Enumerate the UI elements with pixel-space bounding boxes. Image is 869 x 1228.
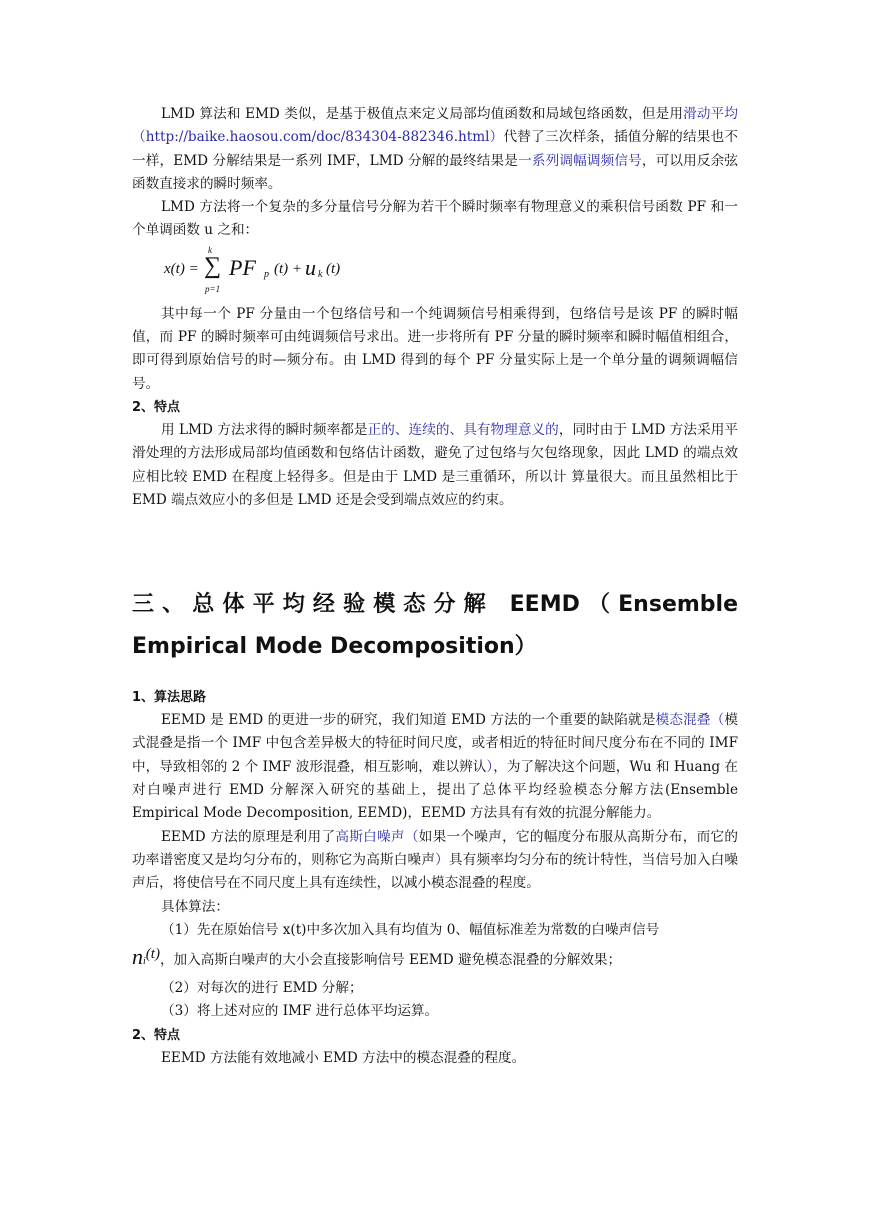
text: 代替了三次样条，插值分解的结果也不一样，EMD 分解结果是一系列 IMF，LMD 分解的最终结果是	[132, 129, 739, 169]
link-moving-average[interactable]: 滑动平均（http://baike.haosou.com/doc/834304-882346.html）	[132, 106, 739, 146]
lmd-paragraph-4	[132, 419, 738, 512]
link-mode-mixing[interactable]: 模态混叠（	[655, 712, 725, 729]
ni-symbol: n	[132, 944, 143, 970]
section-spacer	[132, 668, 738, 686]
eemd-features-heading: 2、特点	[132, 1027, 181, 1043]
text: 如果一个噪声，它的幅度分布服从高斯分布，而它的功率谱密度又是均匀分布的，则称它为高斯白噪声	[132, 828, 738, 868]
eemd-step-1-cont	[132, 942, 738, 977]
eemd-idea-heading: 1、算法思路	[132, 690, 207, 706]
lmd-paragraph-1	[132, 103, 738, 196]
lmd-features-heading: 2、特点	[132, 399, 181, 415]
text: 具有频率均匀分布的统计特性，当信号加入白噪声后，将使信号在不同尺度上具有连续性，以减小模态混叠的程度。	[132, 851, 739, 892]
document-page	[132, 103, 738, 1070]
eemd-step-3: （3）将上述对应的 IMF 进行总体平均运算。	[161, 1003, 439, 1020]
link-am-fm-signal[interactable]: 一系列调幅调频信号	[518, 152, 642, 169]
text: ，可以用反余弦函数直接求的瞬时频率。	[132, 152, 739, 192]
section-spacer	[132, 512, 738, 584]
formula-u: u	[305, 254, 316, 280]
link-gaussian-white-noise[interactable]: 高斯白噪声（	[335, 828, 419, 845]
text: EEMD 是 EMD 的更进一步的研究，我们知道 EMD 方法的一个重要的缺陷就是	[161, 712, 656, 729]
text: ，同时由于 LMD 方法采用平滑处理的方法形成局部均值函数和包络估计函数，避免了过包络与欠包络现象，因此 LMD 的端点效应相比较 EMD 在程度上轻得多。但是由于 LMD 是三重循环，所以计 算量很大。而且虽然相比于 EMD 端点效应小的多但是 LMD 还是会受到端点效应的约束。	[132, 421, 738, 508]
lmd-formula	[132, 244, 738, 297]
eemd-section-title: 三、总体平均经验模态分解 EEMD（Ensemble Empirical Mode Decomposition）	[132, 592, 738, 660]
text: ，加入高斯白噪声的大小会直接影响信号 EEMD 避免模态混叠的分解效果；	[159, 952, 622, 969]
eemd-step-2: （2）对每次的进行 EMD 分解；	[161, 980, 363, 997]
text: 用 LMD 方法求得的瞬时频率都是	[161, 421, 368, 438]
eemd-paragraph-4: EEMD 方法能有效地减小 EMD 方法中的模态混叠的程度。	[161, 1049, 526, 1066]
lmd-paragraph-2: LMD 方法将一个复杂的多分量信号分解为若干个瞬时频率有物理意义的乘积信号函数 PF 和一个单调函数 u 之和：	[132, 199, 738, 239]
formula-sum-lower: p=1	[205, 283, 221, 294]
formula-mid: (t) +	[274, 260, 303, 277]
formula-end: (t)	[326, 260, 341, 277]
ni-subscript: i	[143, 956, 146, 968]
eemd-paragraph-1	[132, 709, 738, 825]
link-physical-meaning[interactable]: 正的、连续的、具有物理意义的	[367, 421, 559, 438]
ni-argument: (t)	[145, 946, 160, 963]
formula-sum-upper: k	[208, 244, 212, 255]
text: 模式混叠是指一个 IMF 中包含差异极大的特征时间尺度，或者相近的特征时间尺度分布在不同的 IMF 中，导致相邻的 2 个 IMF 波形混叠，相互影响，难以辨认	[132, 712, 739, 775]
text: ，为了解决这个问题，Wu 和 Huang 在对白噪声进行 EMD 分解深入研究的基础上，提出了总体平均经验模态分解方法(Ensemble Empirical Mode Decomposition, EEMD)，EEMD 方法具有有效的抗混分解能力。	[132, 758, 739, 822]
eemd-paragraph-2	[132, 826, 738, 896]
text: EEMD 方法的原理是利用了	[161, 828, 336, 845]
formula-lhs: x(t) =	[164, 260, 199, 277]
text: LMD 算法和 EMD 类似，是基于极值点来定义局部均值函数和局域包络函数，但是用	[161, 106, 684, 122]
formula-u-sub: k	[318, 268, 323, 280]
formula-pf-sub: p	[264, 268, 269, 280]
formula-pf: PF	[229, 254, 256, 280]
link-gaussian-white-noise-close[interactable]: ）	[435, 851, 449, 868]
eemd-step-1: （1）先在原始信号 x(t)中多次加入具有均值为 0、幅值标准差为常数的白噪声信号	[161, 921, 660, 938]
formula-sum-symbol: ∑	[204, 252, 222, 279]
link-mode-mixing-close[interactable]: ）	[486, 758, 494, 775]
eemd-algorithm-label: 具体算法：	[161, 898, 229, 915]
lmd-paragraph-3: 其中每一个 PF 分量由一个包络信号和一个纯调频信号相乘得到，包络信号是该 PF 的瞬时幅值，而 PF 的瞬时频率可由纯调频信号求出。进一步将所有 PF 分量的瞬时频率和瞬时幅值相组合，即可得到原始信号的时—频分布。由 LMD 得到的每个 PF 分量实际上是一个单分量的调频调幅信号。	[132, 305, 738, 392]
